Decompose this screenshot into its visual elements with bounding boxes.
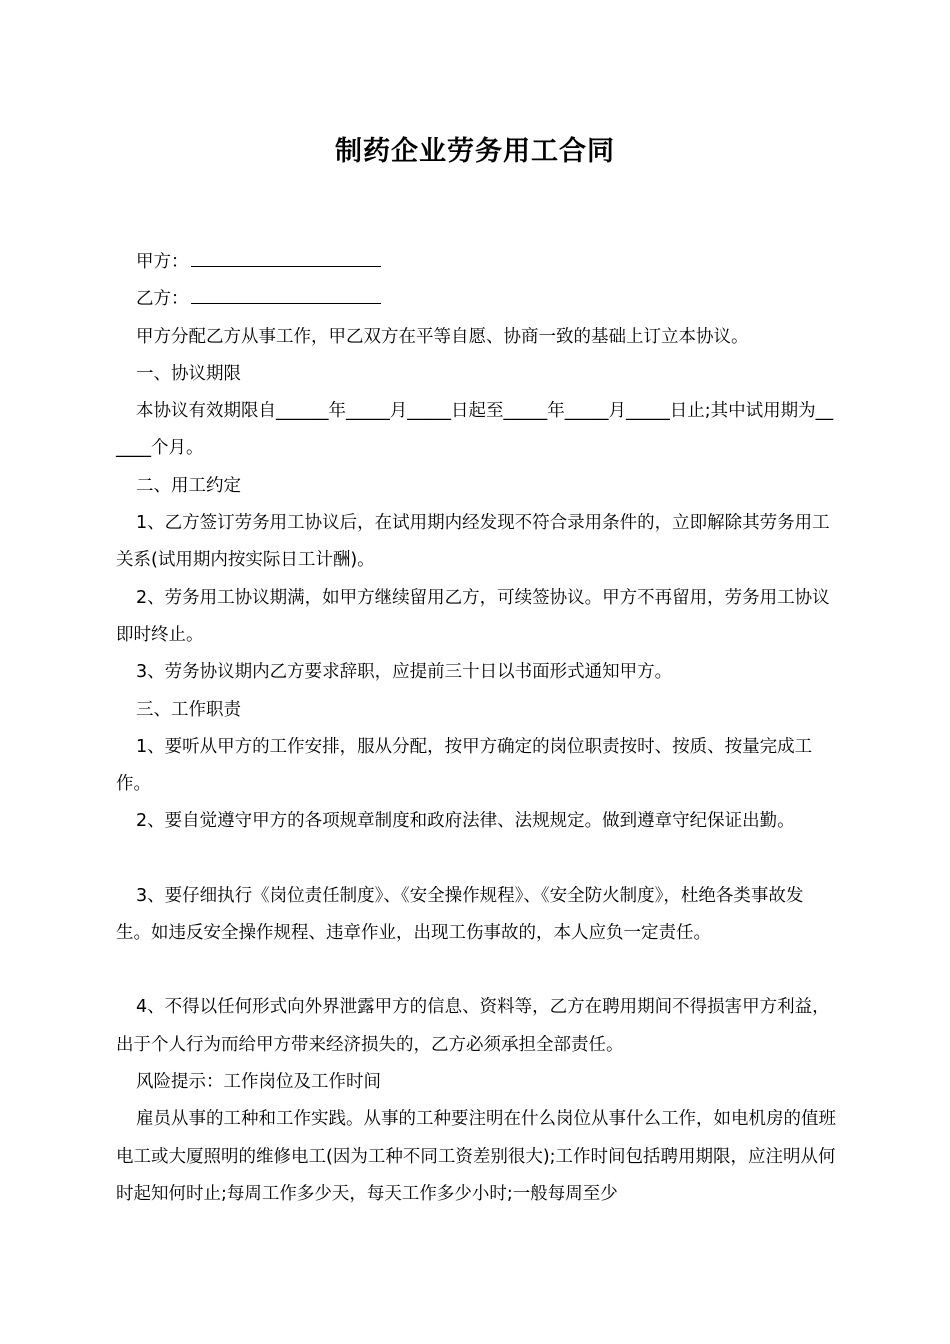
section3-item-2: 2、要自觉遵守甲方的各项规章制度和政府法律、法规规定。做到遵章守纪保证出勤。	[136, 811, 795, 832]
section3-heading: 三、工作职责	[136, 699, 241, 720]
section2-item-1: 1、乙方签订劳务用工协议后，在试用期内经发现不符合录用条件的，立即解除其劳务用工关系(试用期内按实际日工计酬)。	[116, 513, 830, 571]
risk-heading: 风险提示：工作岗位及工作时间	[136, 1071, 381, 1092]
risk-paragraph: 雇员从事的工种和工作实践。从事的工种要注明在什么岗位从事什么工作，如电机房的值班电工或大厦照明的维修电工(因为工种不同工资差别很大);工作时间包括聘用期限，应注明从何时起知何时止;每周工作多少天，每天工作多少小时;一般每周至少	[116, 1109, 836, 1204]
section2-heading: 二、用工约定	[136, 475, 241, 496]
section3-item-3: 3、要仔细执行《岗位责任制度》、《安全操作规程》、《安全防火制度》，杜绝各类事故发生。如违反安全操作规程、违章作业，出现工伤事故的，本人应负一定责任。	[116, 885, 804, 944]
section3-item-4: 4、不得以任何形式向外界泄露甲方的信息、资料等，乙方在聘用期间不得损害甲方利益，出于个人行为而给甲方带来经济损失的，乙方必须承担全部责任。	[116, 997, 830, 1055]
intro-paragraph: 甲方分配乙方从事工作，甲乙双方在平等自愿、协商一致的基础上订立本协议。	[136, 326, 749, 347]
party-b-blank	[191, 287, 381, 304]
document-title: 制药企业劳务用工合同	[335, 136, 615, 167]
section3-item-1: 1、要听从甲方的工作安排，服从分配，按甲方确定的岗位职责按时、按质、按量完成工作。	[116, 736, 813, 795]
party-b-label: 乙方：	[136, 289, 189, 310]
document-body	[116, 244, 838, 1213]
party-a-line	[116, 244, 838, 281]
section1-heading: 一、协议期限	[136, 363, 241, 384]
section2-item-3: 3、劳务协议期内乙方要求辞职，应提前三十日以书面形式通知甲方。	[136, 662, 673, 683]
section1-paragraph: 本协议有效期限自______年_____月_____日起至_____年_____月_____日止;其中试用期为______个月。	[116, 401, 834, 459]
party-b-line	[116, 281, 838, 318]
section2-item-2: 2、劳务用工协议期满，如甲方继续留用乙方，可续签协议。甲方不再留用，劳务用工协议即时终止。	[116, 587, 830, 645]
party-a-label: 甲方：	[136, 252, 189, 272]
party-a-blank	[191, 250, 381, 267]
